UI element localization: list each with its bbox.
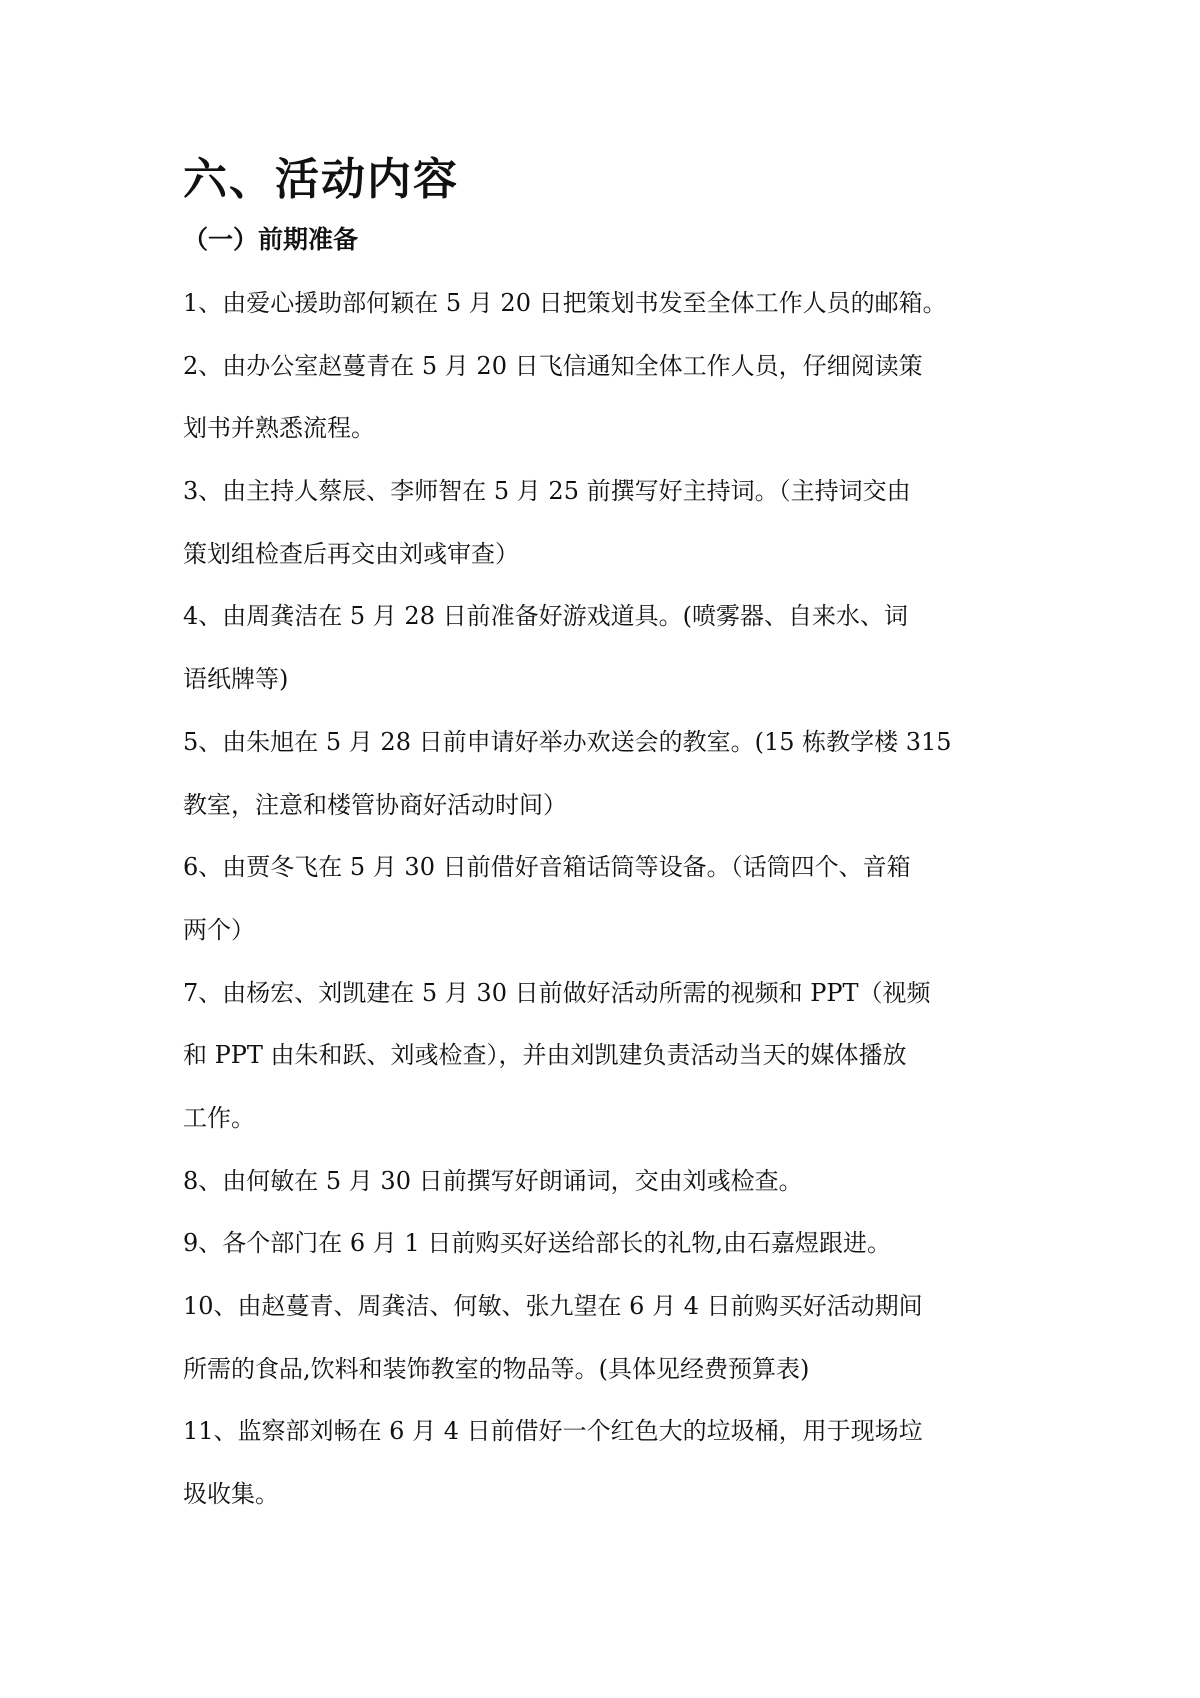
list-item-line: 教室，注意和楼管协商好活动时间）	[183, 790, 567, 819]
list-item	[183, 471, 1023, 596]
list-item-line: 11、监察部刘畅在 6 月 4 日前借好一个红色大的垃圾桶，用于现场垃	[183, 1417, 923, 1446]
section-heading: 六、活动内容	[183, 154, 459, 205]
list-item-line: 策划组检查后再交由刘彧审查）	[183, 539, 519, 568]
list-item-line: 划书并熟悉流程。	[183, 414, 375, 443]
list-item	[183, 283, 1023, 346]
list-item	[183, 973, 1023, 1161]
list-item	[183, 1161, 1023, 1224]
list-item	[183, 1286, 1023, 1411]
list-item-line: 3、由主持人蔡辰、李师智在 5 月 25 前撰写好主持词。（主持词交由	[183, 477, 911, 506]
list-item-line: 6、由贾冬飞在 5 月 30 日前借好音箱话筒等设备。（话筒四个、音箱	[183, 853, 911, 882]
list-item-line: 所需的食品,饮料和装饰教室的物品等。(具体见经费预算表)	[183, 1354, 810, 1383]
list-item	[183, 596, 1023, 721]
list-item-line: 9、各个部门在 6 月 1 日前购买好送给部长的礼物,由石嘉煜跟进。	[183, 1229, 891, 1258]
list-item-line: 和 PPT 由朱和跃、刘彧检查），并由刘凯建负责活动当天的媒体播放	[183, 1041, 907, 1070]
list-item-line: 5、由朱旭在 5 月 28 日前申请好举办欢送会的教室。(15 栋教学楼 315	[183, 727, 952, 756]
list-item	[183, 1223, 1023, 1286]
subsection-heading: （一）前期准备	[183, 225, 359, 254]
list-item-line: 4、由周龚洁在 5 月 28 日前准备好游戏道具。(喷雾器、自来水、词	[183, 602, 908, 631]
list-item	[183, 847, 1023, 972]
list-item-line: 7、由杨宏、刘凯建在 5 月 30 日前做好活动所需的视频和 PPT（视频	[183, 978, 931, 1007]
list-item-line: 2、由办公室赵蔓青在 5 月 20 日飞信通知全体工作人员，仔细阅读策	[183, 351, 923, 380]
list-item	[183, 1411, 1023, 1536]
list-item-line: 两个）	[183, 915, 255, 944]
list-item-line: 1、由爱心援助部何颖在 5 月 20 日把策划书发至全体工作人员的邮箱。	[183, 289, 947, 317]
list-item-line: 圾收集。	[183, 1480, 279, 1509]
list-item-line: 工作。	[183, 1103, 255, 1132]
list-item-line: 8、由何敏在 5 月 30 日前撰写好朗诵词，交由刘彧检查。	[183, 1166, 803, 1195]
preparation-list	[183, 283, 1023, 1537]
list-item-line: 语纸牌等)	[183, 665, 289, 694]
list-item	[183, 722, 1023, 847]
list-item-line: 10、由赵蔓青、周龚洁、何敏、张九望在 6 月 4 日前购买好活动期间	[183, 1292, 923, 1320]
list-item	[183, 346, 1023, 471]
